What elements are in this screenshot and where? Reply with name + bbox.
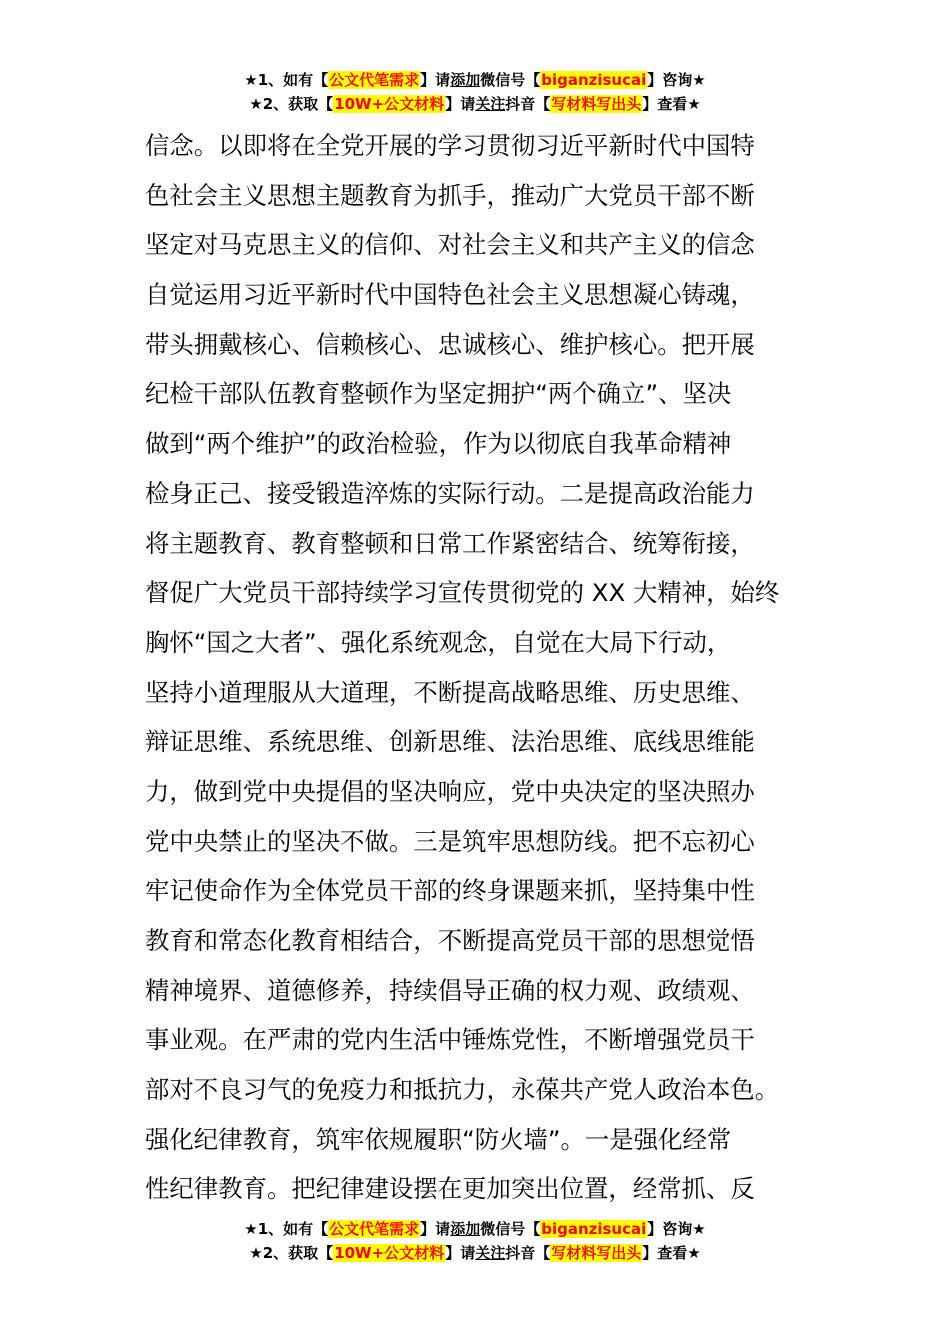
header-line-1-highlight-service: 公文代笔需求 [329, 71, 420, 89]
footer-line-1-middle-a: 】请 [420, 1220, 451, 1238]
footer-line-2-prefix: ★2、获取【 [249, 1244, 334, 1262]
footer-line-2-emphasis: 关注 [475, 1244, 506, 1262]
footer-line-2-middle-b: 抖音【 [505, 1244, 551, 1262]
document-body [145, 121, 810, 1214]
header-line-1-prefix: ★1、如有【 [244, 71, 329, 89]
footer-line-2-middle-a: 】请 [445, 1244, 476, 1262]
header-line-2-suffix: 】查看★ [642, 95, 701, 113]
body-line: 色社会主义思想主题教育为抓手，推动广大党员干部不断 [145, 180, 755, 210]
header-line-1 [0, 69, 950, 93]
body-line: 坚定对马克思主义的信仰、对社会主义和共产主义的信念 [145, 230, 755, 260]
header-line-1-middle-b: 微信号【 [480, 71, 541, 89]
header-line-2-prefix: ★2、获取【 [249, 95, 334, 113]
header-line-1-suffix: 】咨询★ [647, 71, 706, 89]
header-line-2-middle-a: 】请 [445, 95, 476, 113]
body-line: 力，做到党中央提倡的坚决响应，党中央决定的坚决照办 [145, 776, 755, 806]
body-line: 性纪律教育。把纪律建设摆在更加突出位置，经常抓、反 [145, 1174, 755, 1204]
body-line: 精神境界、道德修养，持续倡导正确的权力观、政绩观、 [145, 975, 755, 1005]
body-line: 教育和常态化教育相结合，不断提高党员干部的思想觉悟 [145, 926, 755, 955]
header-banner [0, 69, 950, 117]
header-line-2 [0, 93, 950, 117]
header-line-1-emphasis: 添加 [450, 71, 481, 89]
footer-line-1-emphasis: 添加 [450, 1220, 481, 1238]
body-line: 强化纪律教育，筑牢依规履职“防火墙”。一是强化经常 [145, 1124, 732, 1154]
header-line-2-highlight-materials: 10W+公文材料 [334, 95, 445, 113]
footer-line-2-suffix: 】查看★ [642, 1244, 701, 1262]
body-line: 将主题教育、教育整顿和日常工作紧密结合、统筹衔接， [145, 528, 755, 558]
footer-line-2-highlight-account: 写材料写出头 [551, 1244, 642, 1262]
footer-banner [0, 1218, 950, 1266]
body-line: 信念。以即将在全党开展的学习贯彻习近平新时代中国特 [145, 131, 755, 160]
footer-line-1-highlight-wechat-id: biganzisucai [541, 1220, 647, 1238]
footer-line-1-middle-b: 微信号【 [480, 1220, 541, 1238]
body-line: 纪检干部队伍教育整顿作为坚定拥护“两个确立”、坚决 [145, 379, 732, 409]
header-line-1-middle-a: 】请 [420, 71, 451, 89]
body-line: 胸怀“国之大者”、强化系统观念，自觉在大局下行动， [145, 627, 732, 657]
body-line: 自觉运用习近平新时代中国特色社会主义思想凝心铸魂， [145, 280, 755, 310]
body-line: 党中央禁止的坚决不做。三是筑牢思想防线。把不忘初心 [145, 826, 755, 856]
footer-line-1-suffix: 】咨询★ [647, 1220, 706, 1238]
header-line-2-emphasis: 关注 [475, 95, 506, 113]
header-line-2-highlight-account: 写材料写出头 [551, 95, 642, 113]
body-line: 坚持小道理服从大道理，不断提高战略思维、历史思维、 [145, 677, 755, 707]
body-line: 辩证思维、系统思维、创新思维、法治思维、底线思维能 [145, 727, 755, 757]
footer-line-1-highlight-service: 公文代笔需求 [329, 1220, 420, 1238]
body-line: 部对不良习气的免疫力和抵抗力，永葆共产党人政治本色。 [145, 1075, 780, 1105]
header-line-2-middle-b: 抖音【 [505, 95, 551, 113]
body-line: 督促广大党员干部持续学习宣传贯彻党的 XX 大精神，始终 [145, 578, 780, 608]
footer-line-2 [0, 1242, 950, 1266]
body-line: 牢记使命作为全体党员干部的终身课题来抓，坚持集中性 [145, 876, 755, 906]
header-line-1-highlight-wechat-id: biganzisucai [541, 71, 647, 89]
body-line: 检身正己、接受锻造淬炼的实际行动。二是提高政治能力 [145, 478, 755, 508]
footer-line-1-prefix: ★1、如有【 [244, 1220, 329, 1238]
footer-line-1 [0, 1218, 950, 1242]
footer-line-2-highlight-materials: 10W+公文材料 [334, 1244, 445, 1262]
body-line: 做到“两个维护”的政治检验，作为以彻底自我革命精神 [145, 429, 732, 459]
body-line: 事业观。在严肃的党内生活中锤炼党性，不断增强党员干 [145, 1025, 755, 1055]
body-line: 带头拥戴核心、信赖核心、忠诚核心、维护核心。把开展 [145, 329, 755, 359]
